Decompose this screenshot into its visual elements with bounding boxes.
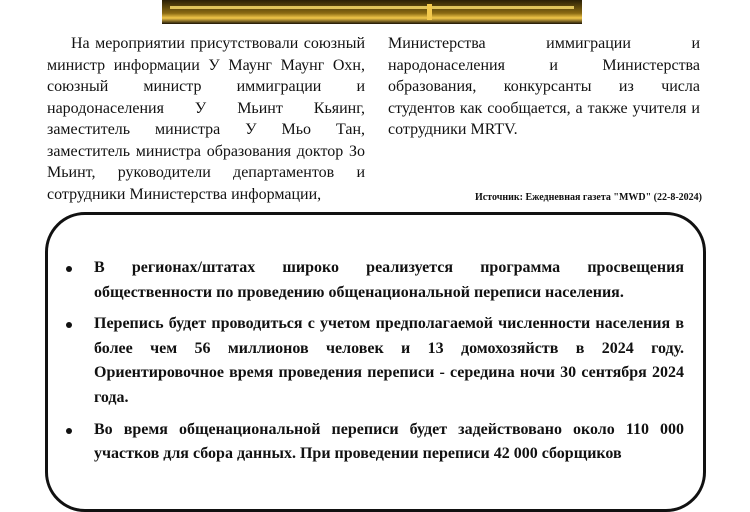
bullet-icon [66,322,72,328]
photo-light-post [427,4,432,20]
source-credit: Источник: Ежедневная газета "MWD" (22-8-2024) [474,192,702,203]
article-column-right [388,33,700,141]
list-item [64,256,684,305]
list-item [64,312,684,410]
article-paragraph-right: Министерства иммиграции и народонаселения и Министерства образования, конкурсанты из числа студентов как сообщается, а также учителя и сотрудники MRTV. [388,35,700,138]
photo-stage-glow [162,0,582,24]
highlight-text: Перепись будет проводиться с учетом предполагаемой численности населения в более чем 56 миллионов человек и 13 домохозяйств в 2024 году. Ориентировочное время проведения переписи - середина ночи 30 сентября 2024 года. [94,315,684,406]
highlights-list [64,256,684,474]
highlight-text: В регионах/штатах широко реализуется программа просвещения общественности по проведению общенациональной переписи населения. [94,259,684,301]
article-photo [162,0,582,24]
article-column-left [47,33,365,205]
highlight-text: Во время общенациональной переписи будет задействовано около 110 000 участков для сбора данных. При проведении переписи 42 000 сборщиков [94,420,684,463]
bullet-icon [66,266,72,272]
photo-light-bar [170,6,574,9]
list-item [64,418,684,467]
bullet-icon [66,428,72,434]
article-paragraph-left: На мероприятии присутствовали союзный министр информации У Маунг Маунг Охн, союзный министр иммиграции и народонаселения У Мьинт Кьяинг, заместитель министра У Мьо Тан, заместитель министра образования доктор Зо Мьинт, руководители департаментов и сотрудники Министерства информации, [47,35,365,203]
